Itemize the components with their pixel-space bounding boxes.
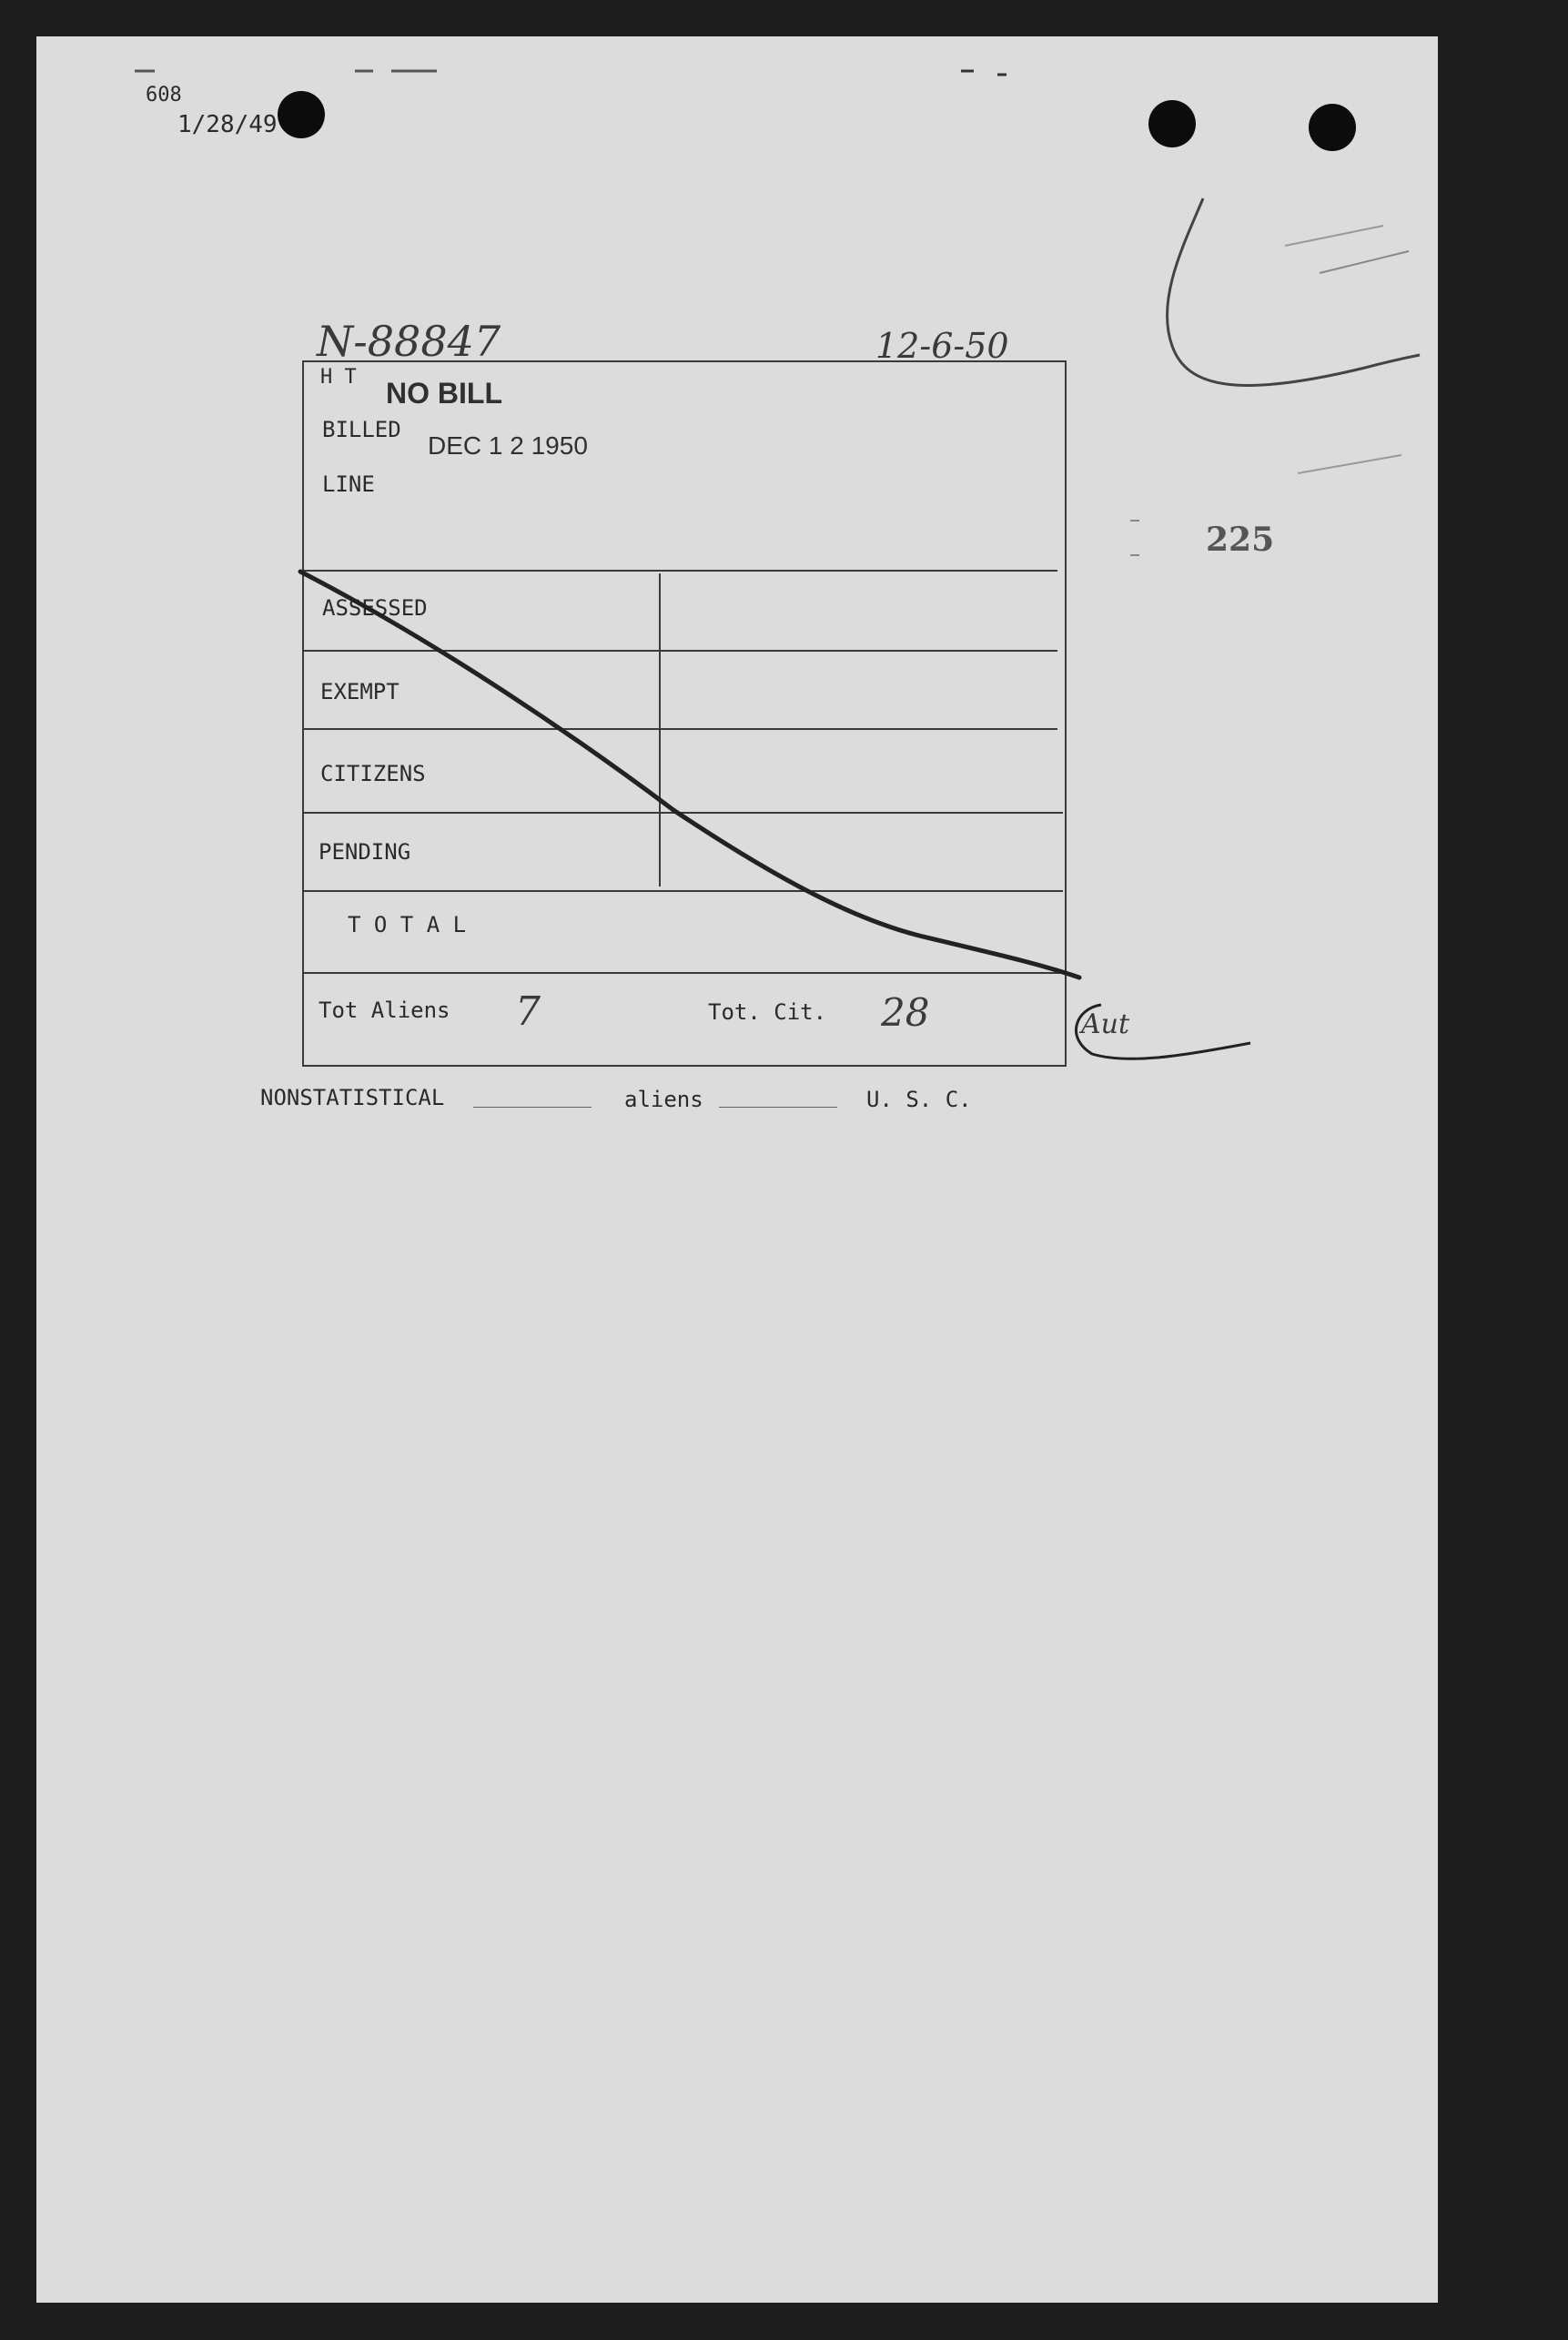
margin-mark-3	[1298, 455, 1401, 473]
form-revision: 1/28/49	[177, 111, 278, 138]
margin-mark-2	[1320, 251, 1409, 273]
billed-date-stamp: DEC 1 2 1950	[428, 431, 588, 460]
usc-label: U. S. C.	[866, 1087, 972, 1112]
row-label-citizens: CITIZENS	[320, 761, 426, 786]
strike-through-line	[300, 572, 1079, 978]
aliens-label: aliens	[624, 1087, 703, 1112]
no-bill-stamp: NO BILL	[386, 377, 502, 410]
tot-cit-value: 28	[881, 990, 930, 1035]
file-date: 12-6-50	[875, 326, 1009, 366]
margin-mark-1	[1285, 226, 1383, 246]
form-number: 608	[146, 84, 182, 106]
file-number: N-88847	[317, 317, 501, 366]
row-label-exempt: EXEMPT	[320, 679, 400, 704]
ht-label: H T	[320, 366, 357, 389]
total-label: T O T A L	[348, 912, 467, 937]
row-label-assessed: ASSESSED	[322, 595, 428, 621]
top-mark-right	[961, 71, 1007, 75]
blank-dashes	[1130, 521, 1139, 555]
line-label: LINE	[322, 471, 375, 497]
page-number: 225	[1206, 521, 1275, 559]
row-label-pending: PENDING	[319, 839, 411, 865]
tot-cit-label: Tot. Cit.	[708, 999, 827, 1025]
initials: Aut	[1081, 1008, 1130, 1040]
tot-aliens-label: Tot Aliens	[319, 998, 450, 1023]
initials-circle	[1076, 1005, 1250, 1059]
nonstatistical-label: NONSTATISTICAL	[260, 1085, 445, 1110]
tot-aliens-value: 7	[515, 988, 541, 1035]
billed-label: BILLED	[322, 417, 401, 442]
